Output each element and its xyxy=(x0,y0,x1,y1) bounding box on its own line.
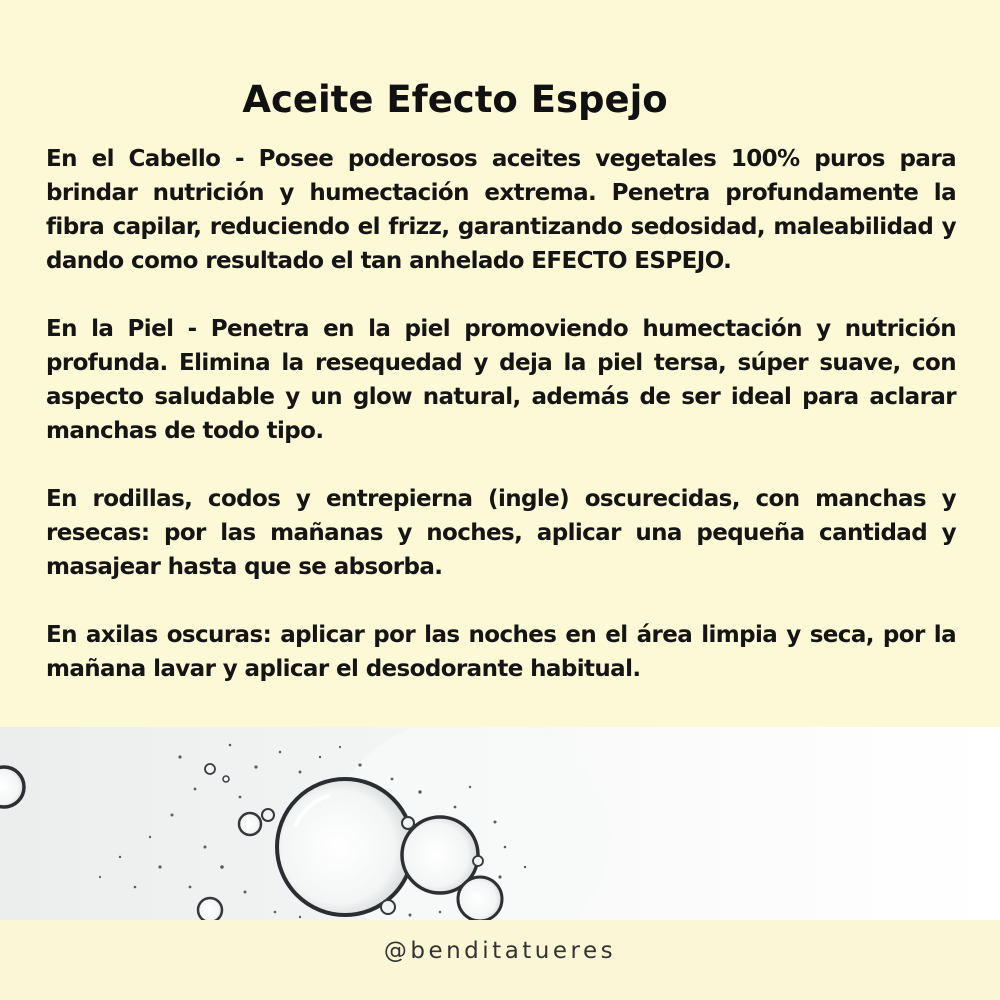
social-handle: @benditatueres xyxy=(383,938,617,964)
paragraph-knees-elbows: En rodillas, codos y entrepierna (ingle) oscurecidas, con manchas y resecas: por las mañanas y noches, aplicar una pequeña cantidad y masajear hasta que se absorba. xyxy=(46,486,956,580)
description-body xyxy=(46,142,956,720)
paragraph-underarms: En axilas oscuras: aplicar por las noches en el área limpia y seca, por la mañana lavar y aplicar el desodorante habitual. xyxy=(46,622,956,682)
product-title: Aceite Efecto Espejo xyxy=(242,78,668,121)
oil-bubbles-image xyxy=(0,727,1000,920)
paragraph-skin: En la Piel - Penetra en la piel promoviendo humectación y nutrición profunda. Elimina la resequedad y deja la piel tersa, súper suave, con aspecto saludable y un glow natural, además de ser ideal para aclarar manchas de todo tipo. xyxy=(46,316,956,444)
paragraph-hair: En el Cabello - Posee poderosos aceites vegetales 100% puros para brindar nutrición y humectación extrema. Penetra profundamente la fibra capilar, reduciendo el frizz, garantizando sedosidad, maleabilidad y dando como resultado el tan anhelado EFECTO ESPEJO. xyxy=(46,146,956,274)
